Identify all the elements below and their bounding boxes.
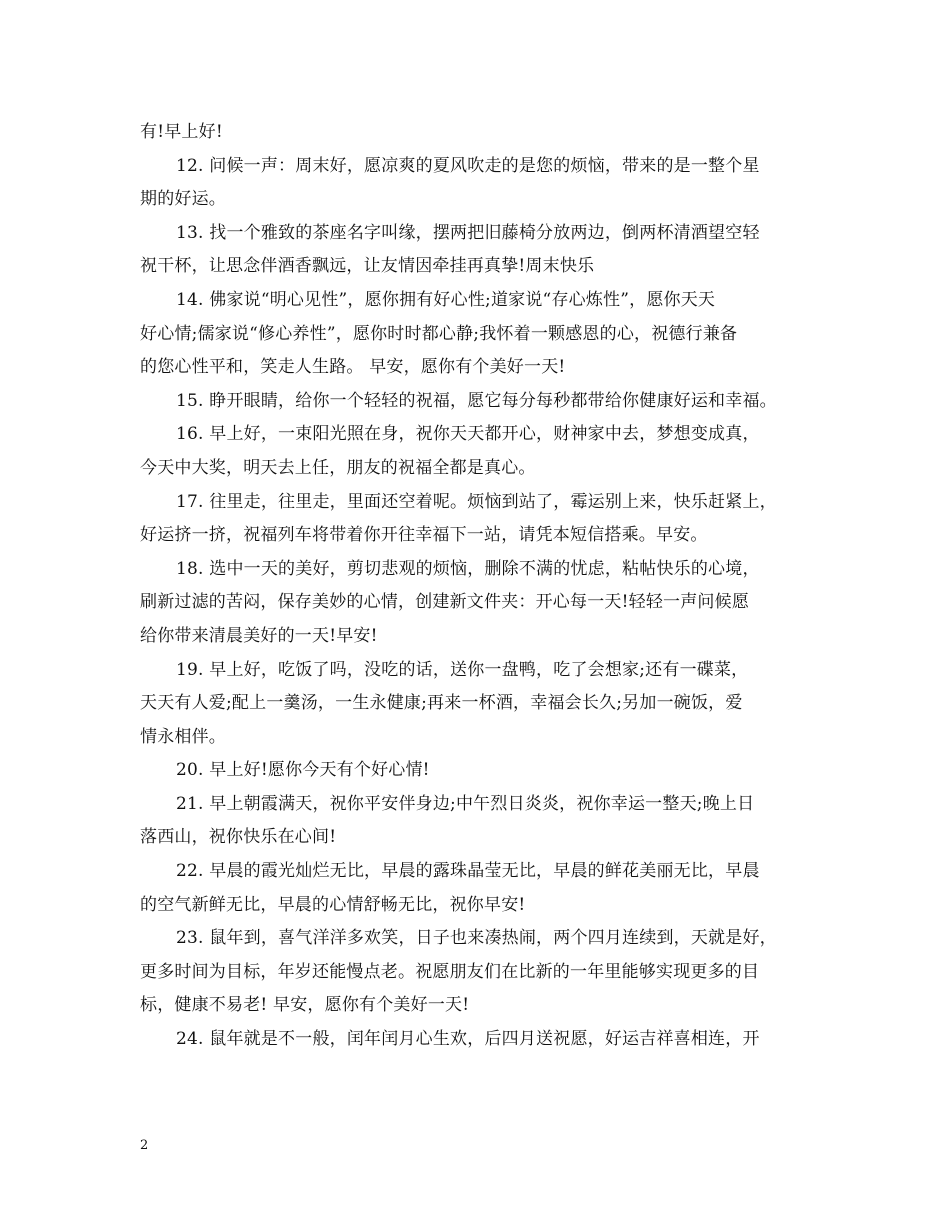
text-line: 的空气新鲜无比，早晨的心情舒畅无比，祝你早安!	[140, 894, 526, 915]
page-number: 2	[140, 1138, 149, 1153]
text-line: 21. 早上朝霞满天，祝你平安伴身边;中午烈日炎炎，祝你幸运一整天;晚上日	[176, 793, 755, 814]
text-line: 16. 早上好，一束阳光照在身，祝你天天都开心，财神家中去，梦想变成真，	[176, 424, 760, 445]
text-line: 20. 早上好!愿你今天有个好心情!	[176, 760, 430, 781]
text-line: 22. 早晨的霞光灿烂无比，早晨的露珠晶莹无比，早晨的鲜花美丽无比，早晨	[176, 861, 760, 882]
text-line: 情永相伴。	[140, 726, 226, 747]
text-line: 19. 早上好，吃饭了吗，没吃的话，送你一盘鸭，吃了会想家;还有一碟菜，	[176, 659, 749, 680]
text-line: 14. 佛家说“明心见性”，愿你拥有好心性;道家说“存心炼性”，愿你天天	[176, 289, 716, 310]
text-line: 13. 找一个雅致的茶座名字叫缘，摆两把旧藤椅分放两边，倒两杯清酒望空轻	[176, 222, 760, 243]
text-line: 今天中大奖，明天去上任，朋友的祝福全都是真心。	[140, 457, 536, 478]
text-line: 好运挤一挤，祝福列车将带着你开往幸福下一站，请凭本短信搭乘。早安。	[140, 525, 708, 546]
text-line: 24. 鼠年就是不一般，闰年闰月心生欢，后四月送祝愿，好运吉祥喜相连，开	[176, 1029, 760, 1050]
text-line: 好心情;儒家说“修心养性”，愿你时时都心静;我怀着一颗感恩的心，祝德行兼备	[140, 323, 738, 344]
text-line: 标，健康不易老! 早安，愿你有个美好一天!	[140, 995, 470, 1016]
text-line: 更多时间为目标，年岁还能慢点老。祝愿朋友们在比新的一年里能够实现更多的目	[140, 961, 760, 982]
text-line: 期的好运。	[140, 189, 226, 210]
text-line: 落西山，祝你快乐在心间!	[140, 827, 337, 848]
text-line: 23. 鼠年到，喜气洋洋多欢笑，日子也来凑热闹，两个四月连续到，天就是好，	[176, 928, 777, 949]
page-body-text	[140, 116, 816, 1057]
text-line: 给你带来清晨美好的一天!早安!	[140, 625, 378, 646]
text-line: 的您心性平和，笑走人生路。 早安，愿你有个美好一天!	[140, 357, 566, 378]
text-line: 刷新过滤的苦闷，保存美妙的心情，创建新文件夹：开心每一天!轻轻一声问候愿	[140, 592, 750, 613]
text-line: 15. 睁开眼睛，给你一个轻轻的祝福，愿它每分每秒都带给你健康好运和幸福。	[176, 390, 777, 411]
text-line: 12. 问候一声：周末好，愿凉爽的夏风吹走的是您的烦恼，带来的是一整个星	[176, 155, 760, 176]
text-line: 天天有人爱;配上一羹汤，一生永健康;再来一杯酒，幸福会长久;另加一碗饭，爱	[140, 693, 743, 714]
text-line: 祝干杯，让思念伴酒香飘远，让友情因牵挂再真挚!周末快乐	[140, 256, 595, 277]
text-line: 有!早上好!	[140, 122, 223, 142]
text-line: 18. 选中一天的美好，剪切悲观的烦恼，删除不满的忧虑，粘帖快乐的心境，	[176, 558, 760, 579]
text-line: 17. 往里走，往里走，里面还空着呢。烦恼到站了，霉运别上来，快乐赶紧上，	[176, 491, 777, 512]
